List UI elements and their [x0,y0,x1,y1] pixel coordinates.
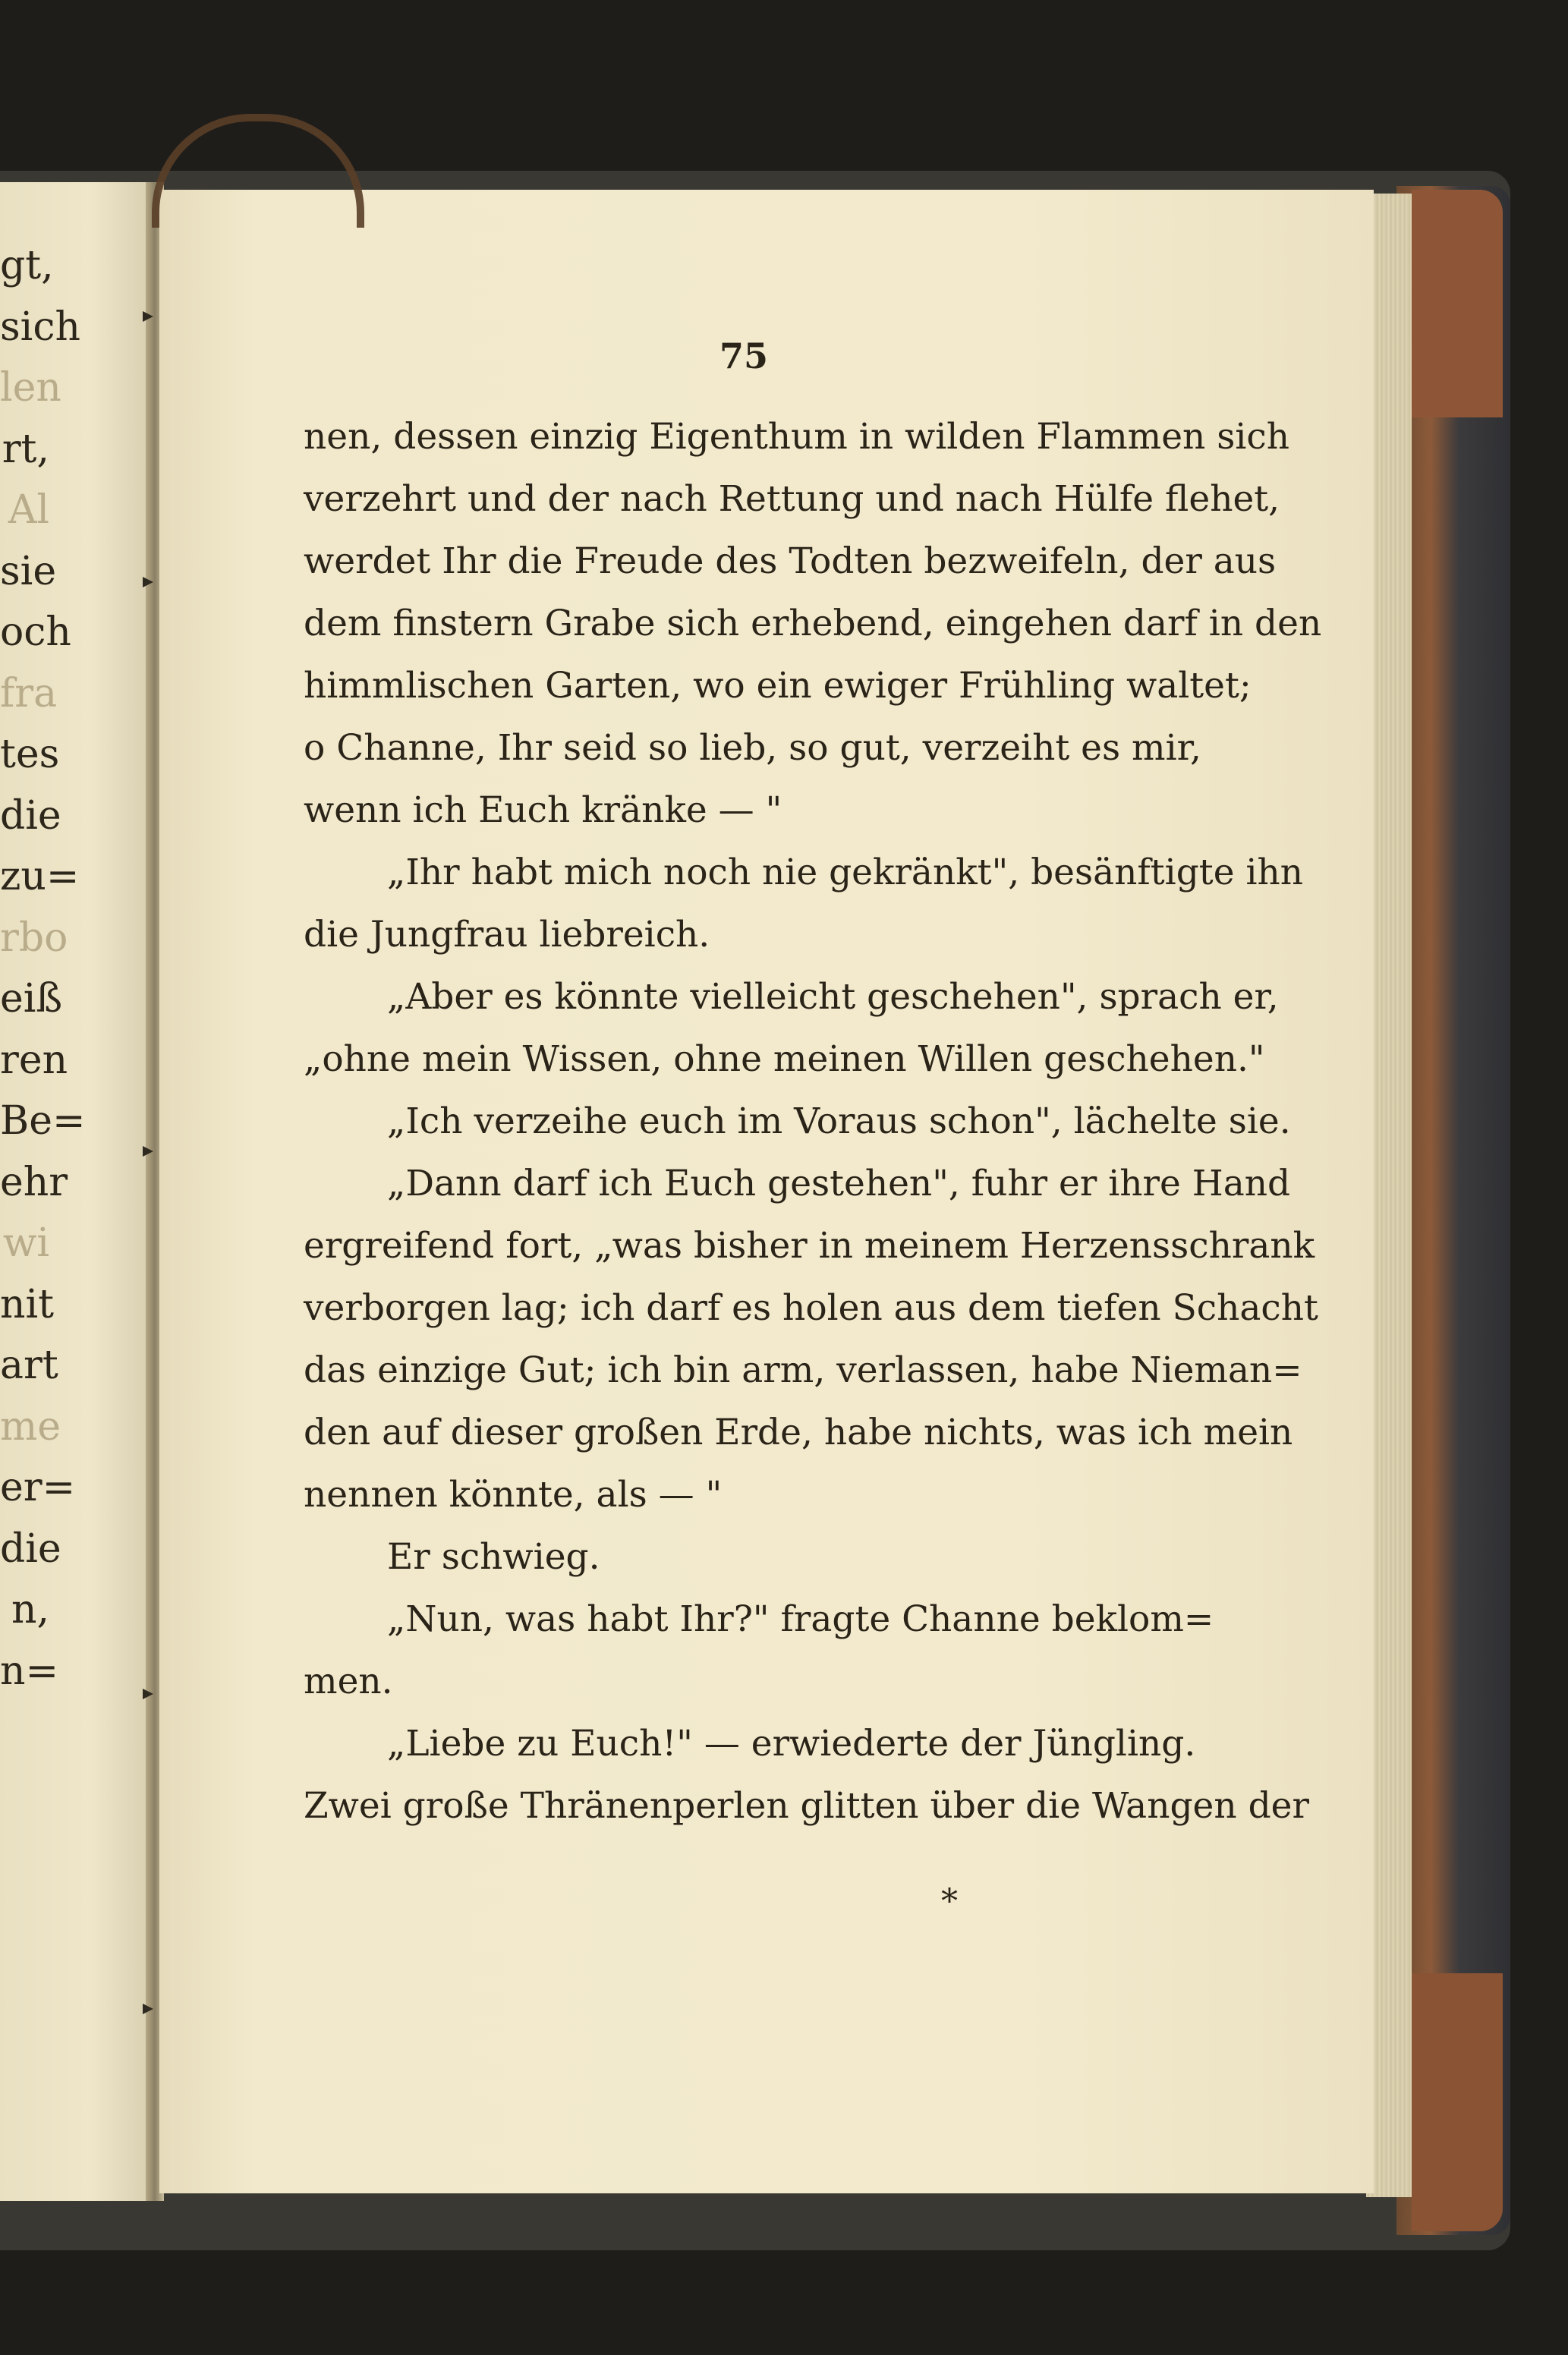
left-page-fragment: fra [0,670,58,716]
left-page-fragment: len [0,365,61,411]
left-page-fragment: er= [0,1465,76,1510]
text-line: „Liebe zu Euch!" — erwiederte der Jüngling. [387,1723,1196,1765]
text-line: wenn ich Euch kränke — " [304,789,782,831]
left-page-fragment: gt, [0,243,54,288]
left-page-fragment: die [0,792,61,839]
text-line: werdet Ihr die Freude des Todten bezweifeln, der aus [304,540,1277,582]
page-number: 75 [719,335,768,376]
left-page-fragment: och [0,609,71,655]
text-line: verborgen lag; ich darf es holen aus dem tiefen Schacht [304,1287,1318,1329]
bookmark-cord [152,114,364,228]
text-line: Zwei große Thränenperlen glitten über die Wangen der [304,1785,1309,1827]
text-line: verzehrt und der nach Rettung und nach Hülfe flehet, [304,478,1280,520]
left-page-fragment: n= [0,1648,59,1694]
text-line: o Channe, Ihr seid so lieb, so gut, verzeiht es mir, [304,727,1201,769]
left-page [0,182,152,2201]
text-line: „Ich verzeihe euch im Voraus schon", lächelte sie. [387,1100,1291,1142]
text-line: die Jungfrau liebreich. [304,914,710,956]
body-text [304,406,1322,1837]
left-page-fragment: rbo [0,915,68,961]
text-line: „Dann darf ich Euch gestehen", fuhr er ihre Hand [387,1163,1291,1204]
left-page-fragment: ehr [0,1159,68,1205]
left-page-fragment: art [0,1343,58,1388]
signature-mark: * [941,1882,958,1921]
text-line: ergreifend fort, „was bisher in meinem Herzensschrank [304,1225,1315,1267]
text-line: „ohne mein Wissen, ohne meinen Willen geschehen." [304,1038,1265,1080]
text-line: „Nun, was habt Ihr?" fragte Channe beklom= [387,1598,1214,1640]
left-page-fragment: zu= [0,854,80,899]
text-line: himmlischen Garten, wo ein ewiger Frühling waltet; [304,665,1252,707]
text-line: men. [304,1661,393,1702]
text-line: das einzige Gut; ich bin arm, verlassen, habe Nieman= [304,1349,1302,1391]
left-page-fragment: sich [0,304,80,350]
leather-corner-bottom [1412,1973,1503,2231]
left-page-fragment: sie [0,548,57,594]
left-page-fragment: nit [0,1281,55,1327]
left-page-fragment: ren [0,1037,68,1083]
text-line: den auf dieser großen Erde, habe nichts, was ich mein [304,1412,1293,1453]
leather-corner-top [1412,190,1503,417]
left-page-text [0,182,152,2201]
text-line: „Aber es könnte vielleicht geschehen", sprach er, [387,976,1279,1018]
text-line: „Ihr habt mich noch nie gekränkt", besänftigte ihn [387,852,1304,893]
left-page-fragment: rt, [2,426,49,472]
left-page-fragment: Be= [0,1098,86,1144]
left-page-fragment: die [0,1525,61,1572]
left-page-fragment: tes [0,732,60,777]
cover-edge [1396,186,1510,2235]
text-line: nennen könnte, als — " [304,1474,723,1516]
left-page-fragment: n, [11,1587,49,1632]
text-line: dem finstern Grabe sich erhebend, eingehen darf in den [304,603,1322,644]
text-line: Er schwieg. [387,1536,600,1578]
text-line: nen, dessen einzig Eigenthum in wilden Flammen sich [304,416,1289,458]
left-page-fragment: me [0,1403,61,1450]
left-page-fragment: wi [2,1220,49,1266]
left-page-fragment: Al [8,487,49,533]
left-page-fragment: eiß [0,976,63,1022]
